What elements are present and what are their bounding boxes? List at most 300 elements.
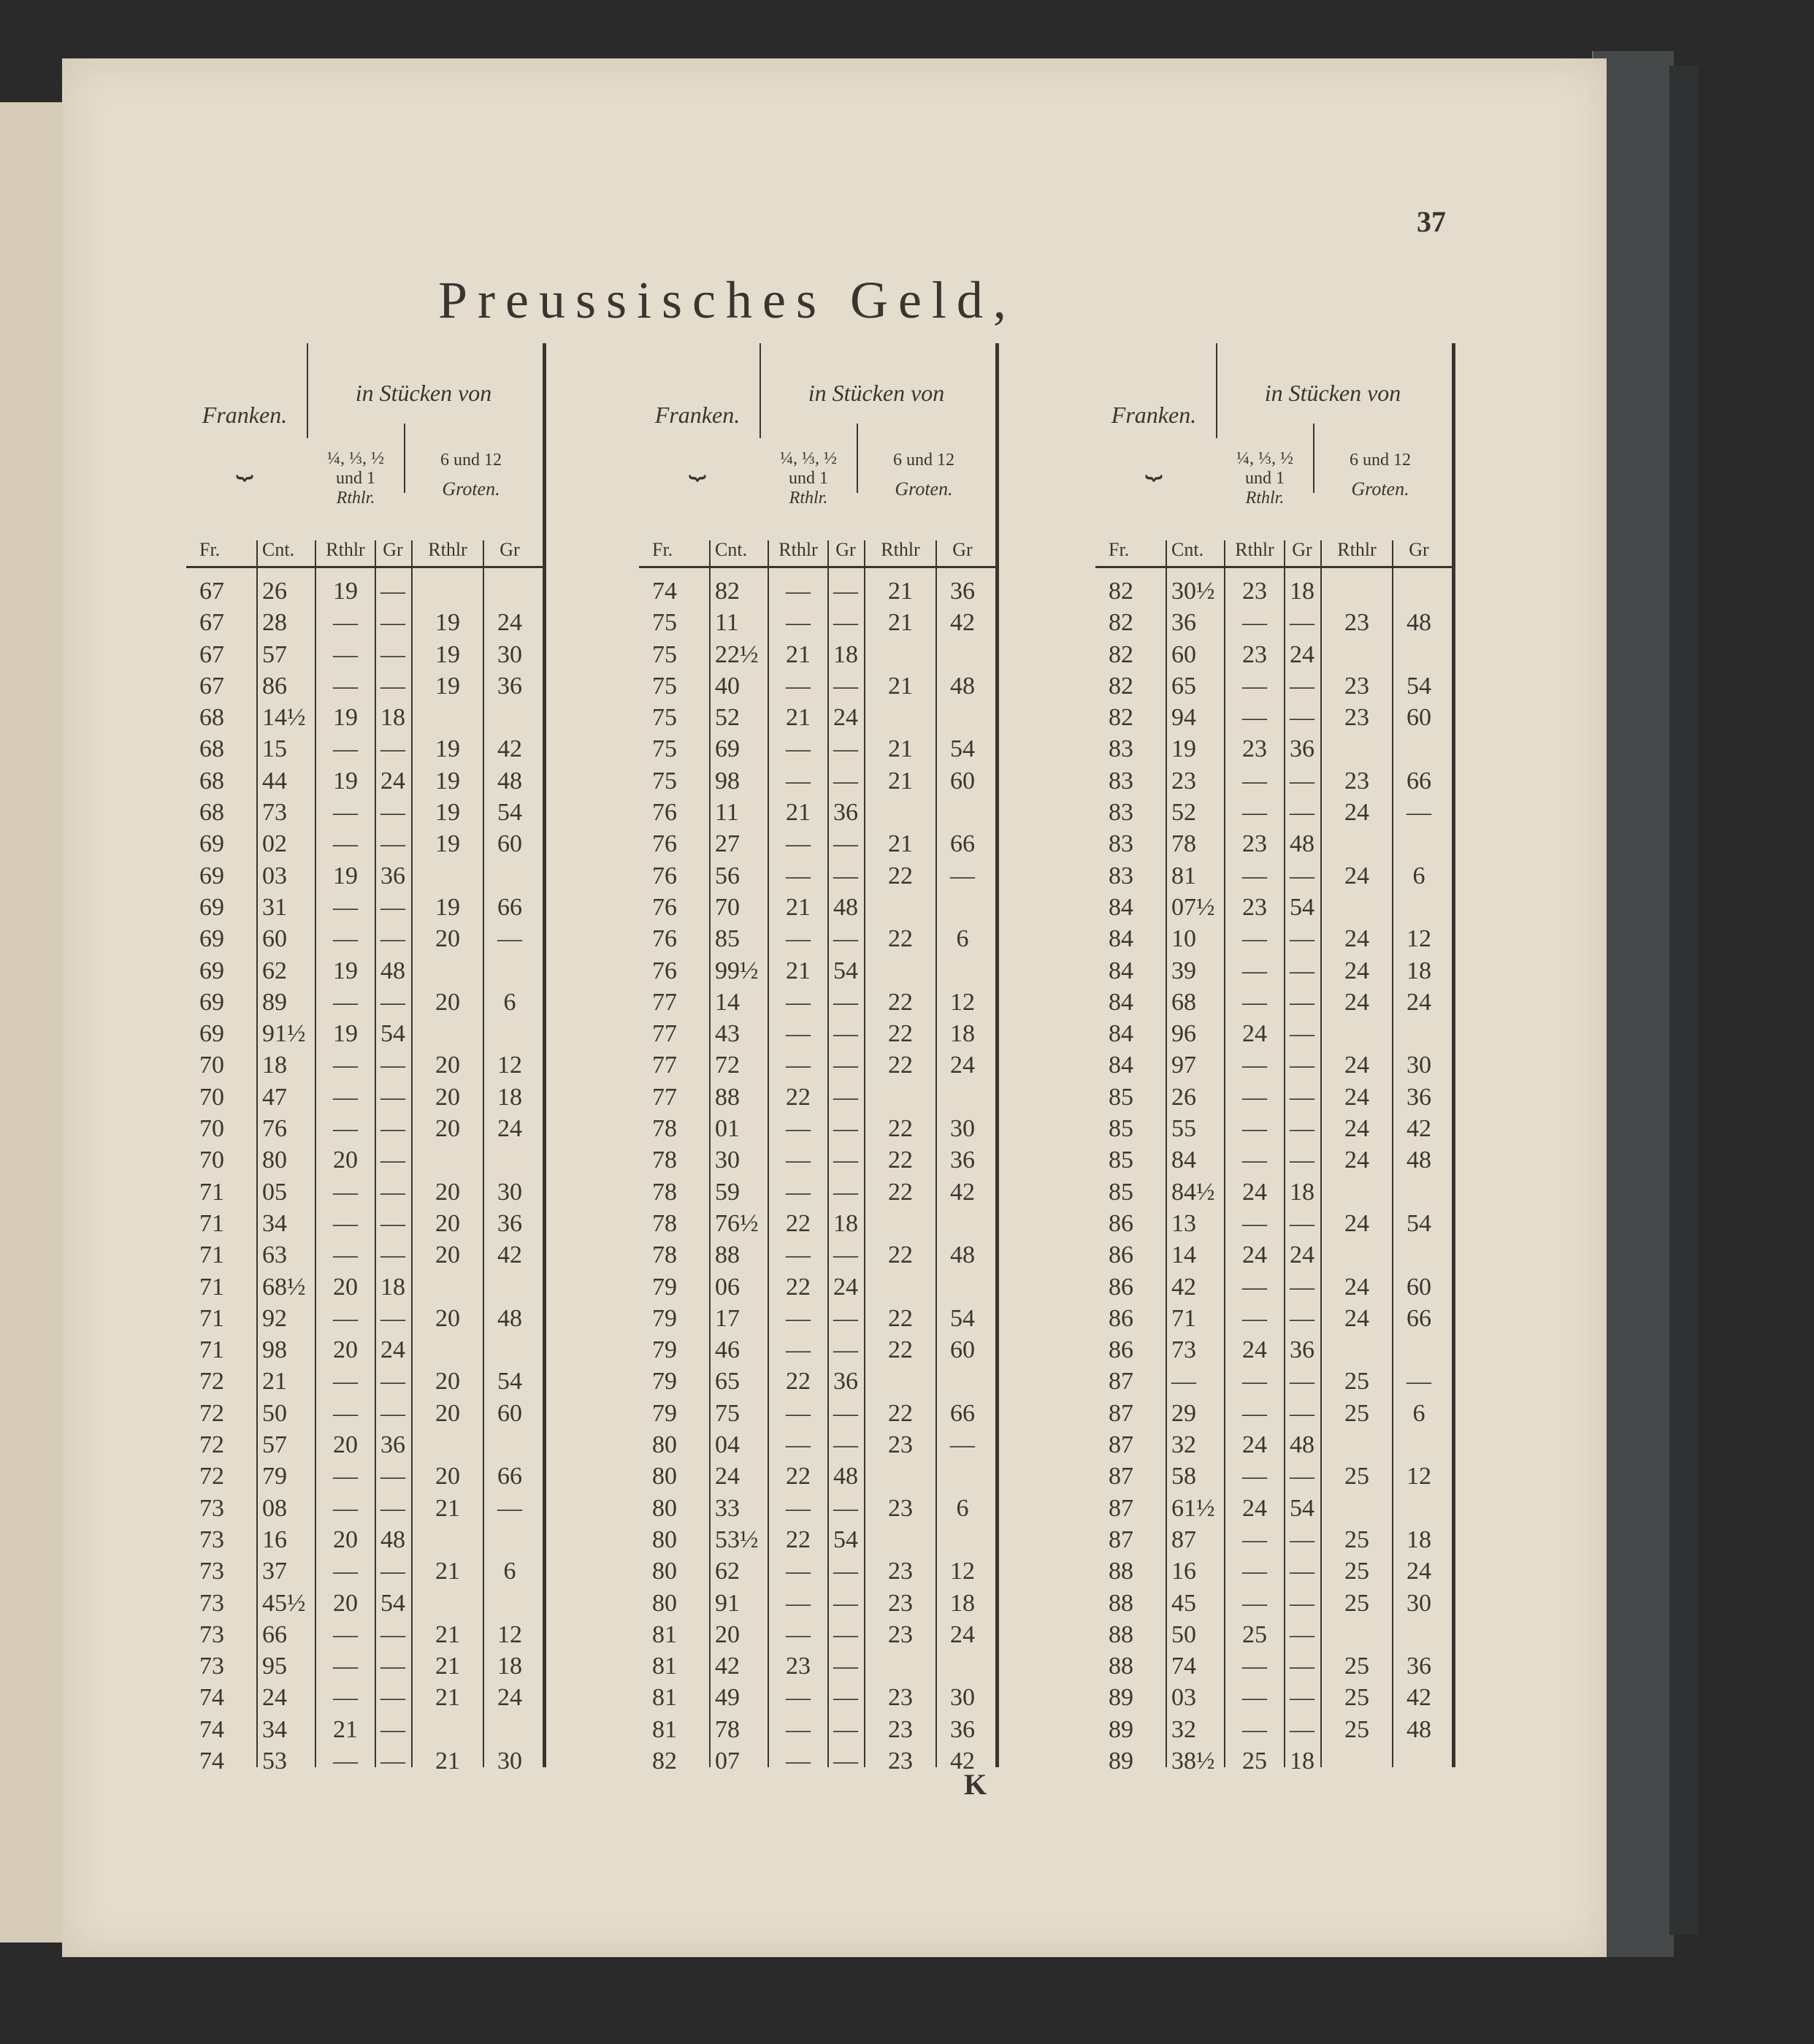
cell-gr-groten: 42: [1407, 1115, 1431, 1143]
cell-centimes: 87: [1171, 1526, 1196, 1553]
cell-gr-coins: 24: [1290, 640, 1314, 668]
table-row: [639, 1398, 1004, 1429]
cell-rthlr-groten: 23: [1344, 609, 1369, 637]
cell-rthlr-coins: —: [1242, 1304, 1267, 1332]
cell-rthlr-groten: 21: [888, 578, 913, 605]
cell-gr-coins: —: [833, 1178, 858, 1206]
cell-gr-coins: —: [833, 1336, 858, 1364]
cell-centimes: 65: [715, 1368, 740, 1396]
cell-gr-groten: 18: [950, 1020, 975, 1048]
cell-rthlr-coins: 20: [333, 1147, 358, 1174]
table-row: [186, 1271, 551, 1303]
cell-centimes: 38½: [1171, 1747, 1215, 1775]
header-und-1: und 1: [336, 469, 375, 488]
cell-franken: 80: [652, 1526, 677, 1553]
cell-rthlr-groten: 24: [1344, 1209, 1369, 1237]
table-row: [1095, 1524, 1461, 1555]
cell-centimes: 73: [262, 799, 287, 827]
cell-centimes: 76: [262, 1115, 287, 1143]
header-rule: [186, 566, 544, 568]
cell-centimes: 36: [1171, 609, 1196, 637]
cell-franken: 67: [199, 578, 224, 605]
table-row: [186, 987, 551, 1018]
cell-rthlr-groten: 21: [435, 1684, 460, 1712]
cell-centimes: 07: [715, 1747, 740, 1775]
cell-centimes: 02: [262, 830, 287, 858]
cell-centimes: 17: [715, 1304, 740, 1332]
cell-rthlr-groten: 23: [888, 1589, 913, 1617]
cell-franken: 74: [199, 1684, 224, 1712]
cell-gr-groten: 36: [950, 1715, 975, 1743]
table-row: [186, 1144, 551, 1176]
cell-centimes: 42: [1171, 1273, 1196, 1301]
cell-rthlr-coins: 22: [786, 1526, 811, 1553]
cell-rthlr-coins: 19: [333, 704, 358, 732]
cell-gr-groten: 54: [950, 1304, 975, 1332]
cell-franken: 87: [1109, 1431, 1133, 1459]
cell-rthlr-groten: 19: [435, 767, 460, 795]
cell-centimes: 14: [1171, 1241, 1196, 1269]
cell-gr-coins: —: [833, 1494, 858, 1522]
cell-centimes: 97: [1171, 1052, 1196, 1079]
cell-rthlr-coins: —: [786, 1431, 811, 1459]
cell-rthlr-groten: 20: [435, 1209, 460, 1237]
page-title: Preussisches Geld,: [438, 271, 1017, 329]
table-row: [186, 1493, 551, 1524]
cell-rthlr-coins: 24: [1242, 1336, 1267, 1364]
cell-rthlr-groten: 23: [1344, 767, 1369, 795]
cell-gr-groten: 36: [1407, 1653, 1431, 1680]
table-row: [639, 670, 1004, 702]
cell-rthlr-coins: —: [786, 1494, 811, 1522]
cell-franken: 88: [1109, 1589, 1133, 1617]
cell-rthlr-groten: 23: [888, 1558, 913, 1585]
cell-franken: 76: [652, 862, 677, 889]
cell-rthlr-coins: —: [333, 1399, 358, 1427]
cell-gr-coins: —: [380, 1653, 405, 1680]
cell-franken: 72: [199, 1463, 224, 1490]
cell-centimes: 78: [715, 1715, 740, 1743]
cell-rthlr-coins: —: [1242, 609, 1267, 637]
cell-franken: 84: [1109, 925, 1133, 953]
cell-gr-groten: 48: [1407, 1715, 1431, 1743]
cell-gr-coins: —: [1290, 1020, 1314, 1048]
cell-franken: 71: [199, 1304, 224, 1332]
table-column-3: [1095, 343, 1461, 1775]
cell-rthlr-groten: 20: [435, 1178, 460, 1206]
cell-rthlr-coins: 19: [333, 957, 358, 984]
table-row: [186, 828, 551, 860]
cell-franken: 73: [199, 1526, 224, 1553]
cell-gr-coins: —: [380, 1209, 405, 1237]
sub-header-gr-1: Gr: [1292, 539, 1312, 560]
cell-rthlr-coins: —: [1242, 1526, 1267, 1553]
cell-gr-coins: —: [380, 925, 405, 953]
sub-header-rthlr-1: Rthlr: [326, 539, 365, 560]
cell-gr-groten: 42: [950, 609, 975, 637]
sub-header-gr-2: Gr: [1409, 539, 1429, 560]
cell-centimes: 88: [715, 1241, 740, 1269]
cell-rthlr-groten: 23: [888, 1684, 913, 1712]
cell-franken: 70: [199, 1083, 224, 1111]
table-row: [1095, 1745, 1461, 1777]
cell-gr-groten: 42: [950, 1178, 975, 1206]
cell-centimes: 18: [262, 1052, 287, 1079]
cell-rthlr-coins: —: [786, 767, 811, 795]
cell-rthlr-coins: —: [333, 799, 358, 827]
table-row: [1095, 1555, 1461, 1587]
cell-franken: 85: [1109, 1115, 1133, 1143]
rule-franken-divider: [1216, 343, 1217, 438]
table-row: [186, 733, 551, 765]
table-row: [639, 1239, 1004, 1271]
cell-gr-groten: 66: [1407, 1304, 1431, 1332]
cell-gr-coins: —: [380, 1463, 405, 1490]
cell-rthlr-coins: —: [786, 1589, 811, 1617]
cell-rthlr-coins: —: [1242, 1399, 1267, 1427]
cell-centimes: 91: [715, 1589, 740, 1617]
cell-gr-coins: 36: [380, 862, 405, 889]
table-row: [1095, 670, 1461, 702]
cell-rthlr-coins: —: [786, 1399, 811, 1427]
cell-centimes: 30: [715, 1147, 740, 1174]
table-row: [639, 1176, 1004, 1208]
cell-rthlr-groten: 22: [888, 1336, 913, 1364]
header-in-stucken-von: in Stücken von: [1264, 380, 1401, 406]
table-row: [1095, 1714, 1461, 1745]
cell-rthlr-coins: —: [333, 1463, 358, 1490]
cell-gr-coins: 36: [1290, 1336, 1314, 1364]
cell-franken: 79: [652, 1304, 677, 1332]
cell-gr-coins: —: [1290, 609, 1314, 637]
cell-rthlr-coins: —: [1242, 925, 1267, 953]
cell-centimes: 16: [262, 1526, 287, 1553]
cell-rthlr-coins: 20: [333, 1336, 358, 1364]
cell-rthlr-groten: 25: [1344, 1463, 1369, 1490]
header-six-twelve: 6 und 12: [440, 451, 502, 470]
cell-gr-coins: —: [1290, 767, 1314, 795]
cell-franken: 72: [199, 1399, 224, 1427]
cell-centimes: 20: [715, 1620, 740, 1648]
cell-franken: 89: [1109, 1684, 1133, 1712]
cell-franken: 67: [199, 640, 224, 668]
cell-rthlr-coins: —: [333, 1209, 358, 1237]
cell-gr-coins: —: [1290, 1368, 1314, 1396]
cell-rthlr-coins: 22: [786, 1273, 811, 1301]
cell-gr-coins: —: [1290, 1209, 1314, 1237]
cell-rthlr-coins: —: [333, 1558, 358, 1585]
table-row: [1095, 1493, 1461, 1524]
cell-rthlr-coins: —: [1242, 1715, 1267, 1743]
table-row: [639, 1049, 1004, 1081]
cell-centimes: 78: [1171, 830, 1196, 858]
cell-rthlr-groten: 22: [888, 1304, 913, 1332]
cell-gr-coins: —: [380, 1052, 405, 1079]
cell-gr-coins: —: [833, 862, 858, 889]
cell-rthlr-coins: —: [1242, 1147, 1267, 1174]
table-row: [186, 702, 551, 733]
cell-centimes: 74: [1171, 1653, 1196, 1680]
cell-rthlr-groten: 25: [1344, 1368, 1369, 1396]
cell-franken: 86: [1109, 1241, 1133, 1269]
cell-franken: 70: [199, 1052, 224, 1079]
cell-rthlr-coins: —: [1242, 799, 1267, 827]
cell-gr-groten: 48: [497, 1304, 522, 1332]
cell-rthlr-coins: 19: [333, 1020, 358, 1048]
cell-franken: 80: [652, 1463, 677, 1490]
cell-gr-coins: —: [1290, 988, 1314, 1016]
table-column-1: [186, 343, 551, 1775]
cell-centimes: 98: [715, 767, 740, 795]
cell-centimes: 94: [1171, 704, 1196, 732]
cell-rthlr-groten: 23: [1344, 672, 1369, 700]
table-row: [639, 1208, 1004, 1239]
cell-centimes: 55: [1171, 1115, 1196, 1143]
cell-rthlr-coins: 22: [786, 1209, 811, 1237]
cell-rthlr-coins: —: [333, 672, 358, 700]
cell-gr-groten: 48: [950, 1241, 975, 1269]
cell-gr-groten: 30: [950, 1115, 975, 1143]
cell-rthlr-groten: 21: [888, 609, 913, 637]
cell-centimes: 44: [262, 767, 287, 795]
cell-centimes: —: [1171, 1368, 1196, 1396]
table-row: [639, 1334, 1004, 1366]
table-row: [639, 1714, 1004, 1745]
table-row: [639, 1745, 1004, 1777]
cell-rthlr-coins: —: [1242, 1083, 1267, 1111]
cell-franken: 84: [1109, 893, 1133, 921]
cell-gr-groten: 30: [1407, 1589, 1431, 1617]
table-row: [1095, 607, 1461, 638]
table-row: [186, 575, 551, 607]
cell-rthlr-groten: 20: [435, 1241, 460, 1269]
cell-gr-coins: —: [380, 1147, 405, 1174]
cell-rthlr-groten: 25: [1344, 1558, 1369, 1585]
cell-gr-groten: 66: [1407, 767, 1431, 795]
table-row: [1095, 955, 1461, 987]
cell-franken: 73: [199, 1653, 224, 1680]
cell-gr-coins: —: [380, 1368, 405, 1396]
cell-franken: 69: [199, 1020, 224, 1048]
table-row: [186, 1303, 551, 1334]
header-rthlr-italic: Rthlr.: [789, 489, 828, 508]
cell-franken: 78: [652, 1178, 677, 1206]
cell-rthlr-groten: 22: [888, 925, 913, 953]
cell-centimes: 85: [715, 925, 740, 953]
table-row: [639, 1461, 1004, 1492]
cell-gr-coins: —: [380, 640, 405, 668]
cell-gr-coins: —: [833, 1241, 858, 1269]
cell-centimes: 58: [1171, 1463, 1196, 1490]
cell-rthlr-groten: 21: [435, 1620, 460, 1648]
cell-franken: 84: [1109, 1052, 1133, 1079]
cell-gr-coins: 24: [380, 767, 405, 795]
cell-gr-coins: 54: [380, 1020, 405, 1048]
cell-centimes: 84½: [1171, 1178, 1215, 1206]
cell-gr-groten: 24: [950, 1620, 975, 1648]
cell-centimes: 08: [262, 1494, 287, 1522]
cell-gr-coins: 48: [380, 1526, 405, 1553]
cell-rthlr-groten: 23: [888, 1747, 913, 1775]
cell-gr-groten: 30: [1407, 1052, 1431, 1079]
cell-gr-coins: —: [380, 1684, 405, 1712]
cell-gr-coins: 54: [833, 1526, 858, 1553]
cell-gr-coins: 18: [380, 1273, 405, 1301]
cell-franken: 69: [199, 925, 224, 953]
cell-franken: 79: [652, 1399, 677, 1427]
cell-rthlr-coins: —: [1242, 1115, 1267, 1143]
cell-gr-groten: 6: [1412, 862, 1425, 889]
sub-header-gr-1: Gr: [383, 539, 403, 560]
cell-gr-coins: —: [380, 672, 405, 700]
table-row: [1095, 1049, 1461, 1081]
cell-rthlr-coins: —: [1242, 1273, 1267, 1301]
cell-centimes: 07½: [1171, 893, 1215, 921]
cell-gr-coins: 24: [1290, 1241, 1314, 1269]
cell-franken: 83: [1109, 735, 1133, 763]
table-row: [186, 639, 551, 670]
cell-franken: 75: [652, 672, 677, 700]
cell-gr-coins: —: [1290, 1653, 1314, 1680]
cell-rthlr-groten: 22: [888, 1115, 913, 1143]
table-row: [186, 1714, 551, 1745]
cell-centimes: 91½: [262, 1020, 306, 1048]
cell-gr-coins: —: [380, 988, 405, 1016]
cell-centimes: 23: [1171, 767, 1196, 795]
cell-franken: 89: [1109, 1715, 1133, 1743]
cell-gr-coins: —: [1290, 1115, 1314, 1143]
cell-gr-coins: —: [1290, 1147, 1314, 1174]
cell-gr-coins: —: [833, 578, 858, 605]
table-row: [1095, 1619, 1461, 1650]
cell-rthlr-coins: —: [786, 609, 811, 637]
cell-rthlr-groten: 24: [1344, 1052, 1369, 1079]
cell-franken: 75: [652, 735, 677, 763]
cell-rthlr-coins: 23: [1242, 893, 1267, 921]
cell-rthlr-groten: 22: [888, 1241, 913, 1269]
cell-rthlr-coins: —: [333, 1747, 358, 1775]
cell-rthlr-groten: 23: [888, 1494, 913, 1522]
cell-franken: 78: [652, 1209, 677, 1237]
cell-rthlr-coins: —: [333, 830, 358, 858]
sub-header-cnt: Cnt.: [1171, 539, 1204, 560]
cell-gr-groten: 30: [497, 1747, 522, 1775]
cell-franken: 77: [652, 1083, 677, 1111]
table-row: [186, 1334, 551, 1366]
cell-rthlr-coins: —: [333, 1178, 358, 1206]
table-row: [186, 670, 551, 702]
cell-franken: 76: [652, 830, 677, 858]
cell-rthlr-coins: —: [333, 640, 358, 668]
cell-rthlr-groten: 21: [888, 735, 913, 763]
cell-gr-coins: —: [833, 609, 858, 637]
cell-gr-groten: 12: [1407, 1463, 1431, 1490]
cell-rthlr-coins: —: [786, 1115, 811, 1143]
header-fractions: [765, 449, 852, 508]
cell-franken: 75: [652, 609, 677, 637]
table-row: [1095, 1176, 1461, 1208]
cell-gr-coins: —: [380, 1304, 405, 1332]
sub-header-rthlr-2: Rthlr: [428, 539, 467, 560]
cell-rthlr-coins: 19: [333, 767, 358, 795]
sub-header-rthlr-1: Rthlr: [1235, 539, 1274, 560]
cell-gr-groten: 48: [1407, 609, 1431, 637]
cell-franken: 68: [199, 704, 224, 732]
header-groten-label: Groten.: [442, 478, 500, 499]
table-row: [639, 639, 1004, 670]
cell-gr-groten: 60: [497, 1399, 522, 1427]
cell-centimes: 82: [715, 578, 740, 605]
table-row: [639, 1144, 1004, 1176]
cell-gr-coins: —: [833, 1020, 858, 1048]
cell-centimes: 53½: [715, 1526, 759, 1553]
cell-centimes: 66: [262, 1620, 287, 1648]
cell-gr-groten: 42: [950, 1747, 975, 1775]
cell-centimes: 37: [262, 1558, 287, 1585]
cell-centimes: 52: [1171, 799, 1196, 827]
cell-gr-coins: 24: [380, 1336, 405, 1364]
table-row: [1095, 923, 1461, 954]
cell-gr-groten: 36: [497, 1209, 522, 1237]
cell-rthlr-coins: —: [786, 1241, 811, 1269]
cell-gr-groten: 42: [1407, 1684, 1431, 1712]
cell-gr-groten: 48: [950, 672, 975, 700]
cell-rthlr-coins: 19: [333, 578, 358, 605]
table-row: [639, 607, 1004, 638]
cell-franken: 85: [1109, 1147, 1133, 1174]
table-row: [186, 607, 551, 638]
cell-gr-coins: 54: [1290, 1494, 1314, 1522]
cell-centimes: 92: [262, 1304, 287, 1332]
cell-rthlr-coins: —: [333, 1684, 358, 1712]
cell-rthlr-groten: 23: [888, 1431, 913, 1459]
sub-header-gr-2: Gr: [952, 539, 973, 560]
left-page-edge: [0, 102, 64, 1942]
table-row: [186, 892, 551, 923]
cell-centimes: 76½: [715, 1209, 759, 1237]
cell-gr-groten: 42: [497, 735, 522, 763]
cell-rthlr-coins: —: [786, 1147, 811, 1174]
cell-centimes: 34: [262, 1715, 287, 1743]
cell-rthlr-coins: —: [333, 1494, 358, 1522]
cell-rthlr-groten: 20: [435, 1463, 460, 1490]
cell-rthlr-groten: 24: [1344, 1147, 1369, 1174]
cell-franken: 82: [1109, 609, 1133, 637]
header-brace: ⏟: [689, 446, 706, 479]
cell-rthlr-coins: —: [333, 1620, 358, 1648]
cell-gr-coins: —: [380, 1558, 405, 1585]
cell-gr-coins: 18: [833, 1209, 858, 1237]
cell-rthlr-groten: 19: [435, 672, 460, 700]
cell-centimes: 50: [262, 1399, 287, 1427]
table-row: [186, 1461, 551, 1492]
cell-rthlr-coins: —: [1242, 1558, 1267, 1585]
cell-centimes: 27: [715, 830, 740, 858]
cell-gr-coins: 24: [833, 704, 858, 732]
cell-gr-coins: —: [833, 1653, 858, 1680]
table-row: [639, 1429, 1004, 1461]
cell-gr-coins: —: [380, 1399, 405, 1427]
cell-rthlr-groten: 19: [435, 609, 460, 637]
cell-rthlr-groten: 21: [435, 1747, 460, 1775]
header-brace: ⏟: [1145, 446, 1163, 479]
cell-gr-groten: 54: [950, 735, 975, 763]
cell-franken: 73: [199, 1589, 224, 1617]
cell-gr-groten: 24: [950, 1052, 975, 1079]
cell-rthlr-groten: 25: [1344, 1589, 1369, 1617]
cell-franken: 87: [1109, 1494, 1133, 1522]
cell-rthlr-groten: 25: [1344, 1715, 1369, 1743]
